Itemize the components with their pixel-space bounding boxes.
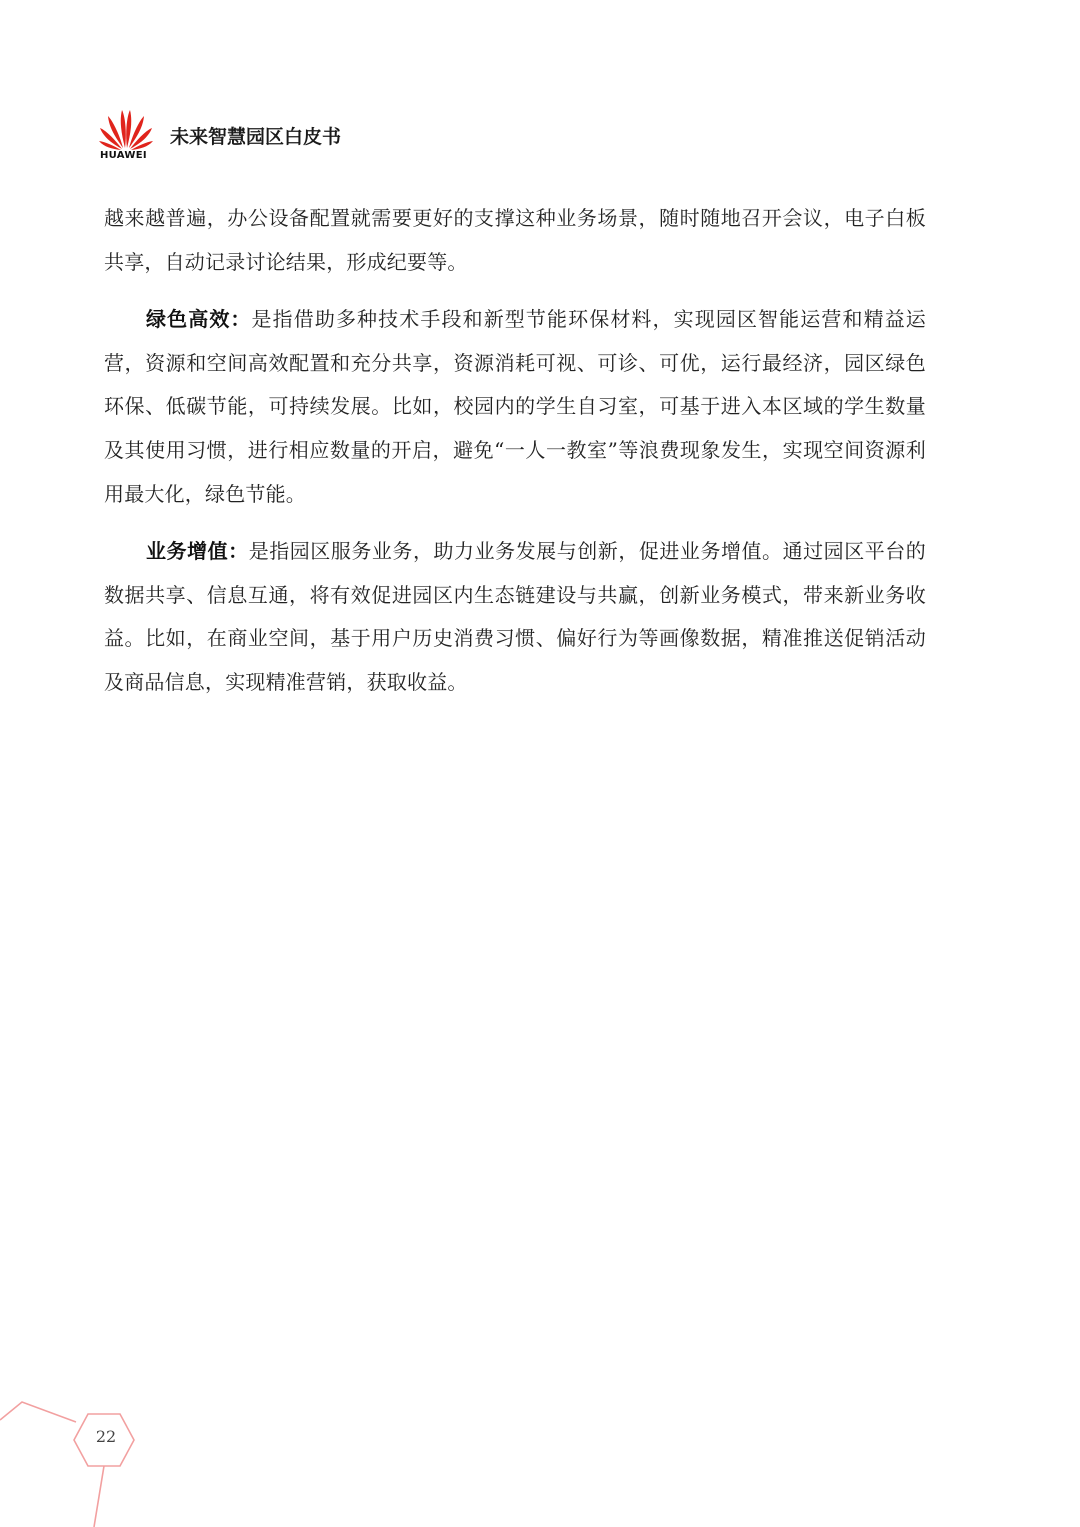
paragraph-1 [104, 197, 926, 284]
huawei-logo [98, 108, 154, 164]
deco-line-bottom [94, 1466, 104, 1527]
document-title: 未来智慧园区白皮书 [170, 126, 342, 148]
paragraph-3-heading: 业务增值： [146, 539, 249, 564]
deco-line-left [0, 1402, 76, 1422]
paragraph-2-heading: 绿色高效： [146, 307, 252, 332]
paragraph-business-value [104, 530, 926, 704]
hexagon-decoration [0, 1380, 160, 1527]
paragraph-1-text: 越来越普遍，办公设备配置就需要更好的支撑这种业务场景，随时随地召开会议，电子白板共享，自动记录讨论结果，形成纪要等。 [104, 206, 926, 274]
huawei-flower-icon [98, 108, 154, 150]
page-number: 22 [95, 1427, 117, 1446]
brand-wordmark: HUAWEI [100, 150, 147, 161]
paragraph-3-text: 是指园区服务业务，助力业务发展与创新，促进业务增值。通过园区平台的数据共享、信息互通，将有效促进园区内生态链建设与共赢，创新业务模式，带来新业务收益。比如，在商业空间，基于用户历史消费习惯、偏好行为等画像数据，精准推送促销活动及商品信息，实现精准营销，获取收益。 [104, 539, 927, 694]
page-header [98, 108, 498, 164]
paragraph-2-text: 是指借助多种技术手段和新型节能环保材料，实现园区智能运营和精益运营，资源和空间高效配置和充分共享，资源消耗可视、可诊、可优，运行最经济，园区绿色环保、低碳节能，可持续发展。比如，校园内的学生自习室，可基于进入本区域的学生数量及其使用习惯，进行相应数量的开启，避免“一人一教室”等浪费现象发生，实现空间资源利用最大化，绿色节能。 [104, 307, 926, 506]
paragraph-green-efficient [104, 298, 926, 516]
body-text [104, 197, 926, 719]
